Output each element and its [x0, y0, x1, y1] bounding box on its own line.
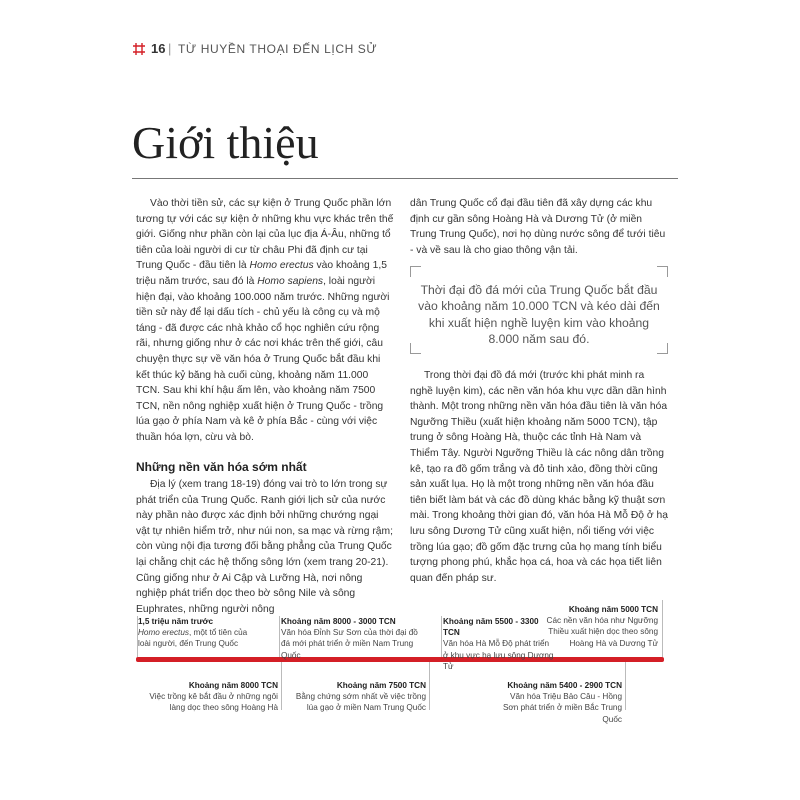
section-paragraph: Địa lý (xem trang 18-19) đóng vai trò to lớn trong sự phát triển của Trung Quốc. Ranh giới lịch sử của nước này phần nào được xác định bởi những chướng ngại vật tự nhiên hiểm trở, như núi non, sa mạc và rừng rậm; còn vùng nội địa tương đối bằng phẳng của Trung Quốc lại chằng chịt các hệ thống sông lớn (xem trang 20-21). Cũng giống như ở Ai Cập và Lưỡng Hà, nơi nông nghiệp phát triển dọc theo bờ sông Nile và sông Euphrates, những người nông — [136, 479, 393, 615]
pull-quote: Thời đại đồ đá mới của Trung Quốc bắt đầu vào khoảng năm 10.000 TCN và kéo dài đến khi xuất hiện nghề luyện kim vào khoảng 8.000 năm sau đó. — [418, 283, 660, 347]
timeline-date: Khoảng năm 5500 - 3300 TCN — [443, 617, 539, 638]
right-column-top — [410, 196, 668, 258]
timeline-description: Việc trồng kê bắt đầu ở những ngôi làng dọc theo sông Hoàng Hà — [149, 692, 278, 713]
intro-text-3: , loài người hiện đại, vào khoảng 100.000 năm trước. Những người tiền sử này để lại dấu tích - chủ yếu là công cụ và mộ táng - đã được các nhà khảo cổ học nghiên cứu rộng rãi, nhưng giống như ở các nơi khác trên thế giới, câu chuyện thực sự về văn hóa ở Trung Quốc bắt đầu khi kết thúc kỷ băng hà cuối cùng, khoảng năm 11.000 TCN. Sau khi khí hậu ấm lên, vào khoảng năm 7500 TCN, nền nông nghiệp xuất hiện ở Trung Quốc - trồng lúa gạo ở phía Nam và kê ở phía Bắc - cùng với việc thuần hóa lợn, cừu và bò. — [136, 275, 390, 443]
timeline-entry — [138, 680, 278, 714]
timeline-entry — [498, 680, 622, 725]
timeline-entry — [138, 616, 258, 650]
timeline-entry — [286, 680, 426, 714]
title-rule — [132, 178, 678, 179]
timeline-date: Khoảng năm 8000 - 3000 TCN — [281, 617, 396, 626]
intro-text-1: Vào thời tiền sử, các sự kiện ở Trung Quốc phần lớn tương tự với các sự kiện ở những khu vực khác trên thế giới. Giống như phần còn lại của lục địa Á-Âu, những tổ tiên của loài người di cư từ châu Phi đã định cư tại Trung Quốc - đầu tiên là — [136, 198, 394, 272]
timeline-description: Các nền văn hóa như Ngưỡng Thiều xuất hiện dọc theo sông Hoàng Hà và Dương Tử — [546, 616, 658, 648]
timeline-description: Văn hóa Hà Mỗ Độ phát triển ở khu vực hạ lưu sông Dương Tử — [443, 639, 554, 671]
continuation-paragraph: dân Trung Quốc cổ đại đầu tiên đã xây dựng các khu định cư gần sông Hoàng Hà và Dương Tử (ở miền Trung Trung Quốc), nơi họ dùng nước sông để tưới tiêu - và về sau là cho giao thông vận tải. — [410, 198, 666, 256]
timeline-entry — [538, 604, 658, 649]
page-number: 16 — [151, 41, 166, 56]
page-title: Giới thiệu — [132, 117, 319, 168]
timeline-date: Khoảng năm 7500 TCN — [336, 681, 426, 690]
corner-ornament — [410, 266, 421, 277]
corner-ornament — [657, 266, 668, 277]
timeline-tick — [441, 616, 442, 657]
neolithic-paragraph: Trong thời đại đồ đá mới (trước khi phát minh ra nghề luyện kim), các nền văn hóa khu vực dần dần hình thành. Một trong những nền văn hóa đầu tiên là văn hóa Ngưỡng Thiều (xuất hiện khoảng năm 5000 TCN), tập trung ở sông Hoàng Hà, thuộc các tỉnh Hà Nam và Thiểm Tây. Người Ngưỡng Thiều là các nông dân trồng kê, tạo ra đồ gốm trắng và đỏ tinh xảo, đồng thời cũng sản xuất lụa. Họ là một trong những nền văn hóa đầu tiên biết làm bát và các đồ dùng khác bằng kỹ thuật sơn mài. Trong khoảng thời gian đó, văn hóa Hà Mỗ Độ ở hạ lưu sông Dương Tử cũng xuất hiện, nổi tiếng với việc trồng lúa gạo; đồ gốm đặc trưng của họ mang tính biểu tượng phong phú, khắc họa cá, hoa và các họa tiết liên quan đến pháp sư. — [410, 370, 668, 584]
species-homo-erectus: Homo erectus — [249, 260, 314, 272]
timeline-description: , một tổ tiên của loài người, đến Trung Quốc — [138, 628, 248, 649]
chinese-meander-icon — [132, 42, 146, 56]
timeline-date: Khoảng năm 8000 TCN — [188, 681, 278, 690]
timeline-species: Homo erectus — [138, 628, 189, 638]
timeline-tick — [662, 600, 663, 657]
timeline-tick — [137, 616, 138, 657]
intro-paragraph — [136, 196, 394, 446]
timeline-description: Văn hóa Đỉnh Sư Sơn của thời đại đồ đá mới phát triển ở miền Nam Trung Quốc — [281, 628, 418, 660]
timeline-tick — [279, 616, 280, 657]
timeline-date: Khoảng năm 5000 TCN — [568, 605, 658, 614]
book-title: TỪ HUYỀN THOẠI ĐẾN LỊCH SỬ — [178, 42, 378, 56]
intro-text-2: vào khoảng 1,5 triệu năm trước, sau đó là — [136, 260, 387, 287]
left-column — [136, 196, 394, 617]
section-heading: Những nền văn hóa sớm nhất — [136, 459, 307, 474]
timeline-tick — [429, 662, 430, 710]
pull-quote-box — [410, 266, 668, 354]
timeline-tick — [281, 662, 282, 710]
timeline-tick — [625, 662, 626, 710]
timeline-description: Bằng chứng sớm nhất về việc trồng lúa gạo ở miền Nam Trung Quốc — [295, 692, 426, 713]
timeline-date: Khoảng năm 5400 - 2900 TCN — [507, 681, 622, 690]
timeline-date: 1,5 triệu năm trước — [138, 617, 213, 626]
header-separator: | — [168, 41, 172, 56]
timeline-description: Văn hóa Triệu Bảo Câu - Hồng Sơn phát triển ở miền Bắc Trung Quốc — [502, 692, 622, 724]
timeline-entry — [281, 616, 423, 661]
right-column-bottom — [410, 368, 668, 586]
species-homo-sapiens: Homo sapiens — [257, 275, 324, 287]
